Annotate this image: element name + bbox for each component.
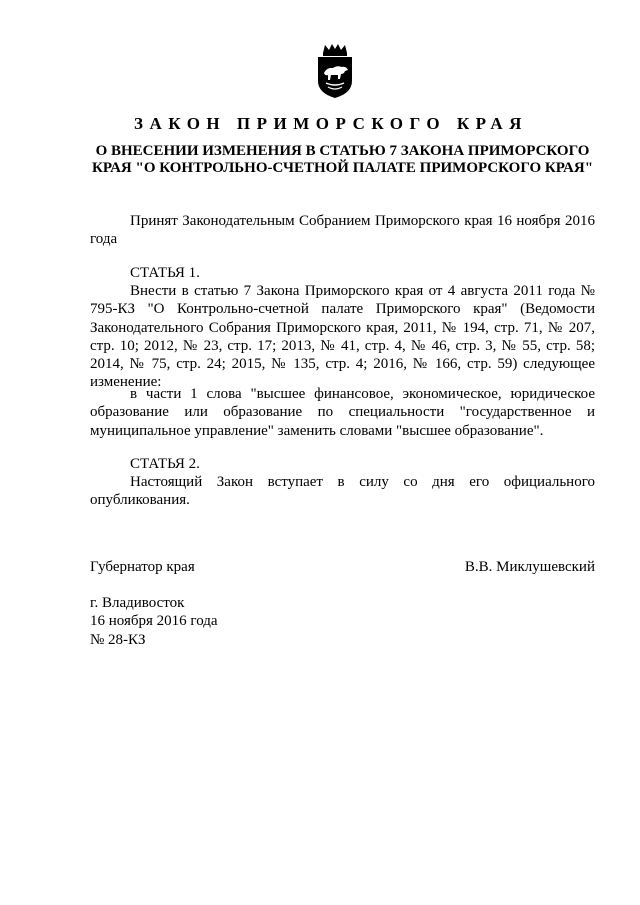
law-subtitle: О ВНЕСЕНИИ ИЗМЕНЕНИЯ В СТАТЬЮ 7 ЗАКОНА ПРИМОРСКОГО КРАЯ "О КОНТРОЛЬНО-СЧЕТНОЙ ПАЛАТЕ ПРИМОРСКОГО КРАЯ" — [91, 143, 594, 176]
signatory-position: Губернатор края — [90, 559, 195, 575]
article-2-heading: СТАТЬЯ 2. — [130, 456, 200, 472]
adoption-statement: Принят Законодательным Собранием Приморского края 16 ноября 2016 года — [90, 213, 595, 248]
article-1-heading: СТАТЬЯ 1. — [130, 265, 200, 281]
article-1-change: в части 1 слова "высшее финансовое, экономическое, юридическое образование или образование по специальности "государственное и муниципальное управление" заменить словами "высшее образование". — [90, 386, 595, 439]
city: г. Владивосток — [90, 595, 185, 611]
signatory-name: В.В. Миклушевский — [464, 559, 595, 575]
law-title: ЗАКОН ПРИМОРСКОГО КРАЯ — [134, 114, 528, 133]
primorsky-krai-coat-of-arms-icon — [315, 43, 355, 99]
article-1-body: Внести в статью 7 Закона Приморского края от 4 августа 2011 года № 795-КЗ "О Контрольно-счетной палате Приморского края" (Ведомости Законодательного Собрания Приморского края, 2011, № 194, стр. 71, № 207, стр. 10; 2012, № 23, стр. 17; 2013, № 41, стр. 4, № 46, стр. 3, № 55, стр. 58; 2014, № 75, стр. 24; 2015, № 135, стр. 4; 2016, № 166, стр. 59) следующее изменение: — [90, 283, 595, 391]
signing-date: 16 ноября 2016 года — [90, 613, 218, 630]
law-number: № 28-КЗ — [90, 631, 146, 648]
article-2-body: Настоящий Закон вступает в силу со дня его официального опубликования. — [90, 474, 595, 509]
signature-row — [90, 558, 595, 576]
place-date-block — [90, 594, 218, 649]
